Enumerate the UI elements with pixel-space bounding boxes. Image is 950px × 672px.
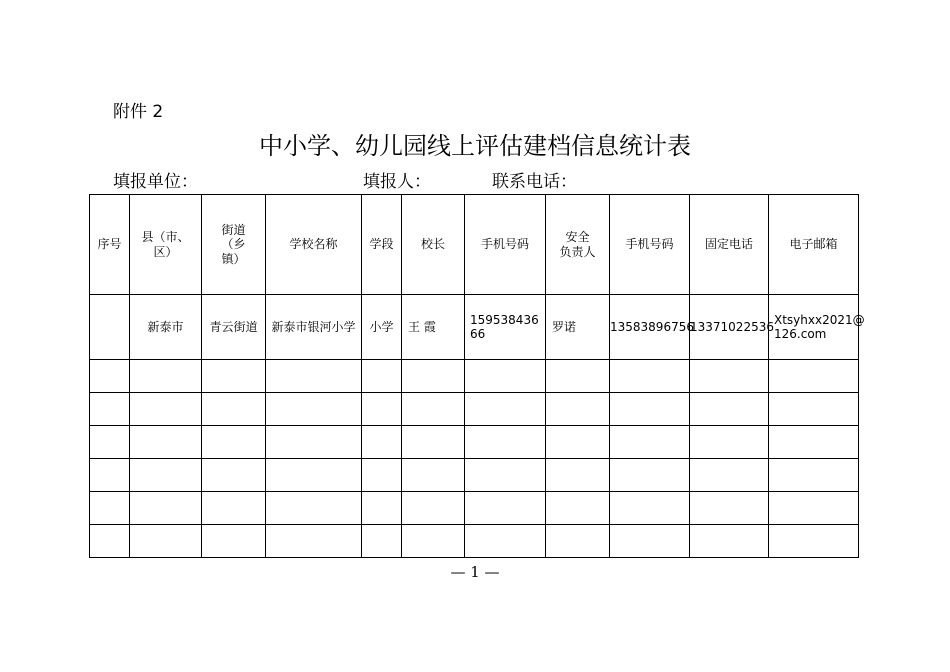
cell-principal: 王 霞 — [402, 295, 465, 360]
cell-mobile-1-line1: 159538436 — [470, 312, 539, 327]
cell-mobile-1-line2: 66 — [470, 327, 486, 341]
page-number: — 1 — — [450, 563, 500, 581]
fill-person-label: 填报人： — [363, 172, 431, 192]
cell-email-line2: 126.com — [774, 327, 827, 341]
header-county — [130, 195, 202, 295]
header-mobile-1: 手机号码 — [465, 195, 546, 295]
header-school: 学校名称 — [266, 195, 362, 295]
header-county-line1: 县（市、 — [141, 230, 190, 245]
header-county-line2: 区） — [153, 244, 178, 259]
header-street — [202, 195, 266, 295]
cell-email-line1: Xtsyhxx2021@ — [774, 312, 865, 327]
cell-mobile-2: 13583896756 — [610, 295, 690, 360]
table-row — [90, 525, 859, 558]
cell-seq — [90, 295, 130, 360]
header-stage: 学段 — [362, 195, 402, 295]
cell-safety: 罗诺 — [546, 295, 610, 360]
header-street-line1: 街道 — [221, 222, 246, 237]
header-email: 电子邮箱 — [769, 195, 859, 295]
attachment-label: 附件 2 — [113, 102, 164, 122]
table-row — [90, 459, 859, 492]
table-row — [90, 426, 859, 459]
header-safety-line2: 负责人 — [559, 244, 596, 259]
table-row — [90, 393, 859, 426]
table-row — [90, 295, 859, 360]
header-mobile-2: 手机号码 — [610, 195, 690, 295]
table-row — [90, 492, 859, 525]
fill-phone-label: 联系电话： — [492, 172, 577, 192]
info-table — [89, 194, 865, 558]
cell-mobile-1 — [465, 295, 546, 360]
cell-school: 新泰市银河小学 — [266, 295, 362, 360]
page-title: 中小学、幼儿园线上评估建档信息统计表 — [259, 132, 691, 160]
fill-unit-label: 填报单位： — [113, 172, 198, 192]
table-row — [90, 360, 859, 393]
header-principal: 校长 — [402, 195, 465, 295]
header-street-line2: （乡 — [221, 237, 246, 252]
cell-email — [769, 295, 865, 360]
cell-landline: 13371022536 — [690, 295, 769, 360]
header-safety — [546, 195, 610, 295]
table-header-row — [90, 195, 859, 295]
header-safety-line1: 安全 — [565, 230, 590, 245]
header-landline: 固定电话 — [690, 195, 769, 295]
header-seq: 序号 — [90, 195, 130, 295]
cell-street: 青云街道 — [202, 295, 266, 360]
cell-county: 新泰市 — [130, 295, 202, 360]
cell-stage: 小学 — [362, 295, 402, 360]
header-street-line3: 镇） — [221, 251, 246, 266]
